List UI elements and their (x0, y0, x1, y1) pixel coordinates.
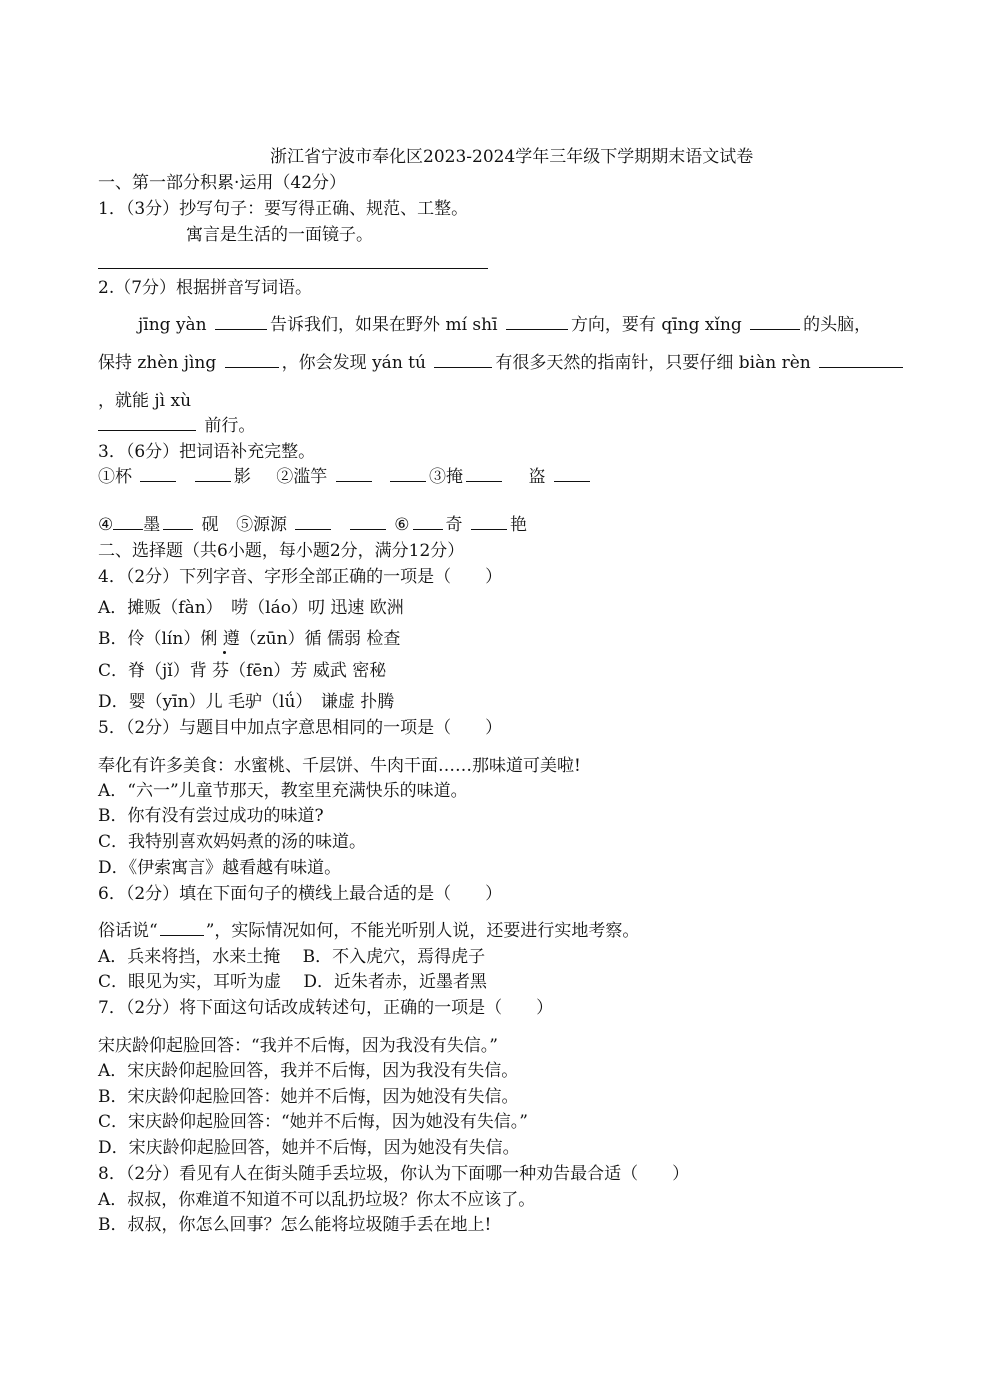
q3-item-12: 艳 (509, 515, 527, 535)
q3-blank-8[interactable] (163, 514, 193, 530)
q3-blank-4[interactable] (390, 466, 426, 482)
q7-passage: 宋庆龄仰起脸回答：“我并不后悔，因为我没有失信。” (98, 1036, 498, 1056)
q2-blank-2[interactable] (506, 314, 568, 330)
q7-option-d[interactable]: D．宋庆龄仰起脸回答，她并不后悔，因为她没有失信。 (98, 1138, 520, 1158)
q2-text-4: 保持 zhèn jìng (98, 353, 217, 373)
q4-option-a[interactable]: A．摊贩（fàn） 唠（láo）叨 迅速 欧洲 (98, 598, 404, 618)
q3-blank-9[interactable] (295, 514, 331, 530)
q5-option-b[interactable]: B．你有没有尝过成功的味道? (98, 806, 324, 826)
q2-stem: 2.（7分）根据拼音写词语。 (98, 278, 313, 298)
q2-blank-6[interactable] (819, 352, 903, 368)
q3-blank-3[interactable] (336, 466, 372, 482)
q3-blank-11[interactable] (413, 514, 443, 530)
q2-text-6: 有很多天然的指南针，只要仔细 biàn rèn (495, 353, 811, 373)
q5-option-c[interactable]: C．我特别喜欢妈妈煮的汤的味道。 (98, 832, 367, 852)
q5-passage: 奉化有许多美食：水蜜桃、千层饼、牛肉干面……那味道可美啦! (98, 756, 581, 776)
q3-item-10: ⑥ (394, 515, 410, 535)
q2-text-1: 告诉我们，如果在野外 mí shī (270, 315, 498, 335)
q5-option-a[interactable]: A．“六一”儿童节那天，教室里充满快乐的味道。 (98, 781, 468, 801)
q8-option-a[interactable]: A．叔叔，你难道不知道不可以乱扔垃圾？你太不应该了。 (98, 1190, 536, 1210)
q4-option-b[interactable]: B．伶（lín）俐 遵（zūn）循 儒弱 检查 (98, 629, 401, 649)
q7-option-b[interactable]: B．宋庆龄仰起脸回答：她并不后悔，因为她没有失信。 (98, 1087, 519, 1107)
q6-passage-end: ”，实际情况如何，不能光听别人说，还要进行实地考察。 (205, 921, 640, 941)
exam-title: 浙江省宁波市奉化区2023-2024学年三年级下学期期末语文试卷 (270, 147, 754, 167)
q8-option-b[interactable]: B．叔叔，你怎么回事？怎么能将垃圾随手丢在地上! (98, 1215, 492, 1235)
q3-blank-12[interactable] (471, 514, 507, 530)
q3-item-11: 奇 (445, 515, 463, 535)
q2-line-4 (98, 415, 255, 437)
q3-stem: 3．（6分）把词语补充完整。 (98, 442, 316, 462)
q5-option-d[interactable]: D．《伊索寓言》越看越有味道。 (98, 858, 342, 878)
q2-text-7: 前行。 (204, 416, 256, 436)
q2-blank-4[interactable] (225, 352, 279, 368)
q2-blank-3[interactable] (750, 314, 800, 330)
q4-option-c[interactable]: C．脊（jǐ）背 芬（fēn）芳 威武 密秘 (98, 661, 387, 681)
q2-blank-5[interactable] (434, 352, 492, 368)
q7-option-c[interactable]: C．宋庆龄仰起脸回答：“她并不后悔，因为她没有失信。” (98, 1112, 528, 1132)
q8-stem: 8．（2分）看见有人在街头随手丢垃圾，你认为下面哪一种劝告最合适（ ） (98, 1164, 690, 1184)
q3-item-7: 墨 (143, 515, 161, 535)
q1-sentence: 寓言是生活的一面镜子。 (186, 225, 373, 245)
q3-blank-2[interactable] (195, 466, 231, 482)
q3-blank-6[interactable] (554, 466, 590, 482)
q2-line-1 (138, 314, 871, 336)
q4-stem: 4．（2分）下列字音、字形全部正确的一项是（ ） (98, 567, 503, 587)
q3-blank-7[interactable] (113, 514, 143, 530)
q3-item-9: ⑤源源 (236, 515, 288, 535)
q3-row-1 (98, 466, 593, 488)
q6-options-ab[interactable]: A．兵来将挡，水来土掩 B．不入虎穴，焉得虎子 (98, 947, 486, 967)
q6-options-cd[interactable]: C．眼见为实，耳听为虚 D．近朱者赤，近墨者黑 (98, 972, 488, 992)
q3-item-8: 砚 (201, 515, 219, 535)
q3-item-3: ②滥竽 (276, 467, 328, 487)
q5-stem: 5．（2分）与题目中加点字意思相同的一项是（ ） (98, 718, 503, 738)
q2-text-2: 方向，要有 qīng xǐng (570, 315, 742, 335)
q1-answer-line[interactable] (98, 268, 488, 269)
q2-pinyin-jingyan: jīng yàn (138, 315, 207, 335)
q2-line-3: ，就能 jì xù (98, 391, 192, 411)
q7-option-a[interactable]: A．宋庆龄仰起脸回答，我并不后悔，因为我没有失信。 (98, 1061, 519, 1081)
q6-passage (98, 920, 639, 942)
q4-option-d[interactable]: D．婴（yīn）儿 毛驴（lǘ） 谦虚 扑腾 (98, 692, 395, 712)
q1-stem: 1．（3分）抄写句子：要写得正确、规范、工整。 (98, 199, 469, 219)
q7-stem: 7．（2分）将下面这句话改成转述句，正确的一项是（ ） (98, 998, 554, 1018)
q2-text-5: ，你会发现 yán tú (281, 353, 426, 373)
q3-blank-5[interactable] (466, 466, 502, 482)
q3-item-2: 影 (233, 467, 251, 487)
emphasis-dot (223, 651, 226, 654)
q2-text-3: 的头脑， (803, 315, 872, 335)
q2-blank-1[interactable] (215, 314, 267, 330)
q2-blank-7[interactable] (98, 415, 196, 431)
section-1-heading: 一、第一部分积累·运用（42分） (98, 173, 347, 193)
q3-blank-10[interactable] (350, 514, 386, 530)
q6-stem: 6．（2分）填在下面句子的横线上最合适的是（ ） (98, 884, 503, 904)
q3-blank-1[interactable] (140, 466, 176, 482)
q3-item-6: ④ (98, 515, 114, 535)
q6-blank[interactable] (160, 920, 204, 936)
q2-line-2 (98, 352, 906, 374)
q3-item-1: ①杯 (98, 467, 132, 487)
section-2-heading: 二、选择题（共6小题，每小题2分，满分12分） (98, 541, 465, 561)
q6-passage-start: 俗话说“ (98, 921, 158, 941)
q3-row-2 (98, 514, 527, 536)
q3-item-5: 盗 (528, 467, 546, 487)
q3-item-4: ③掩 (429, 467, 464, 487)
